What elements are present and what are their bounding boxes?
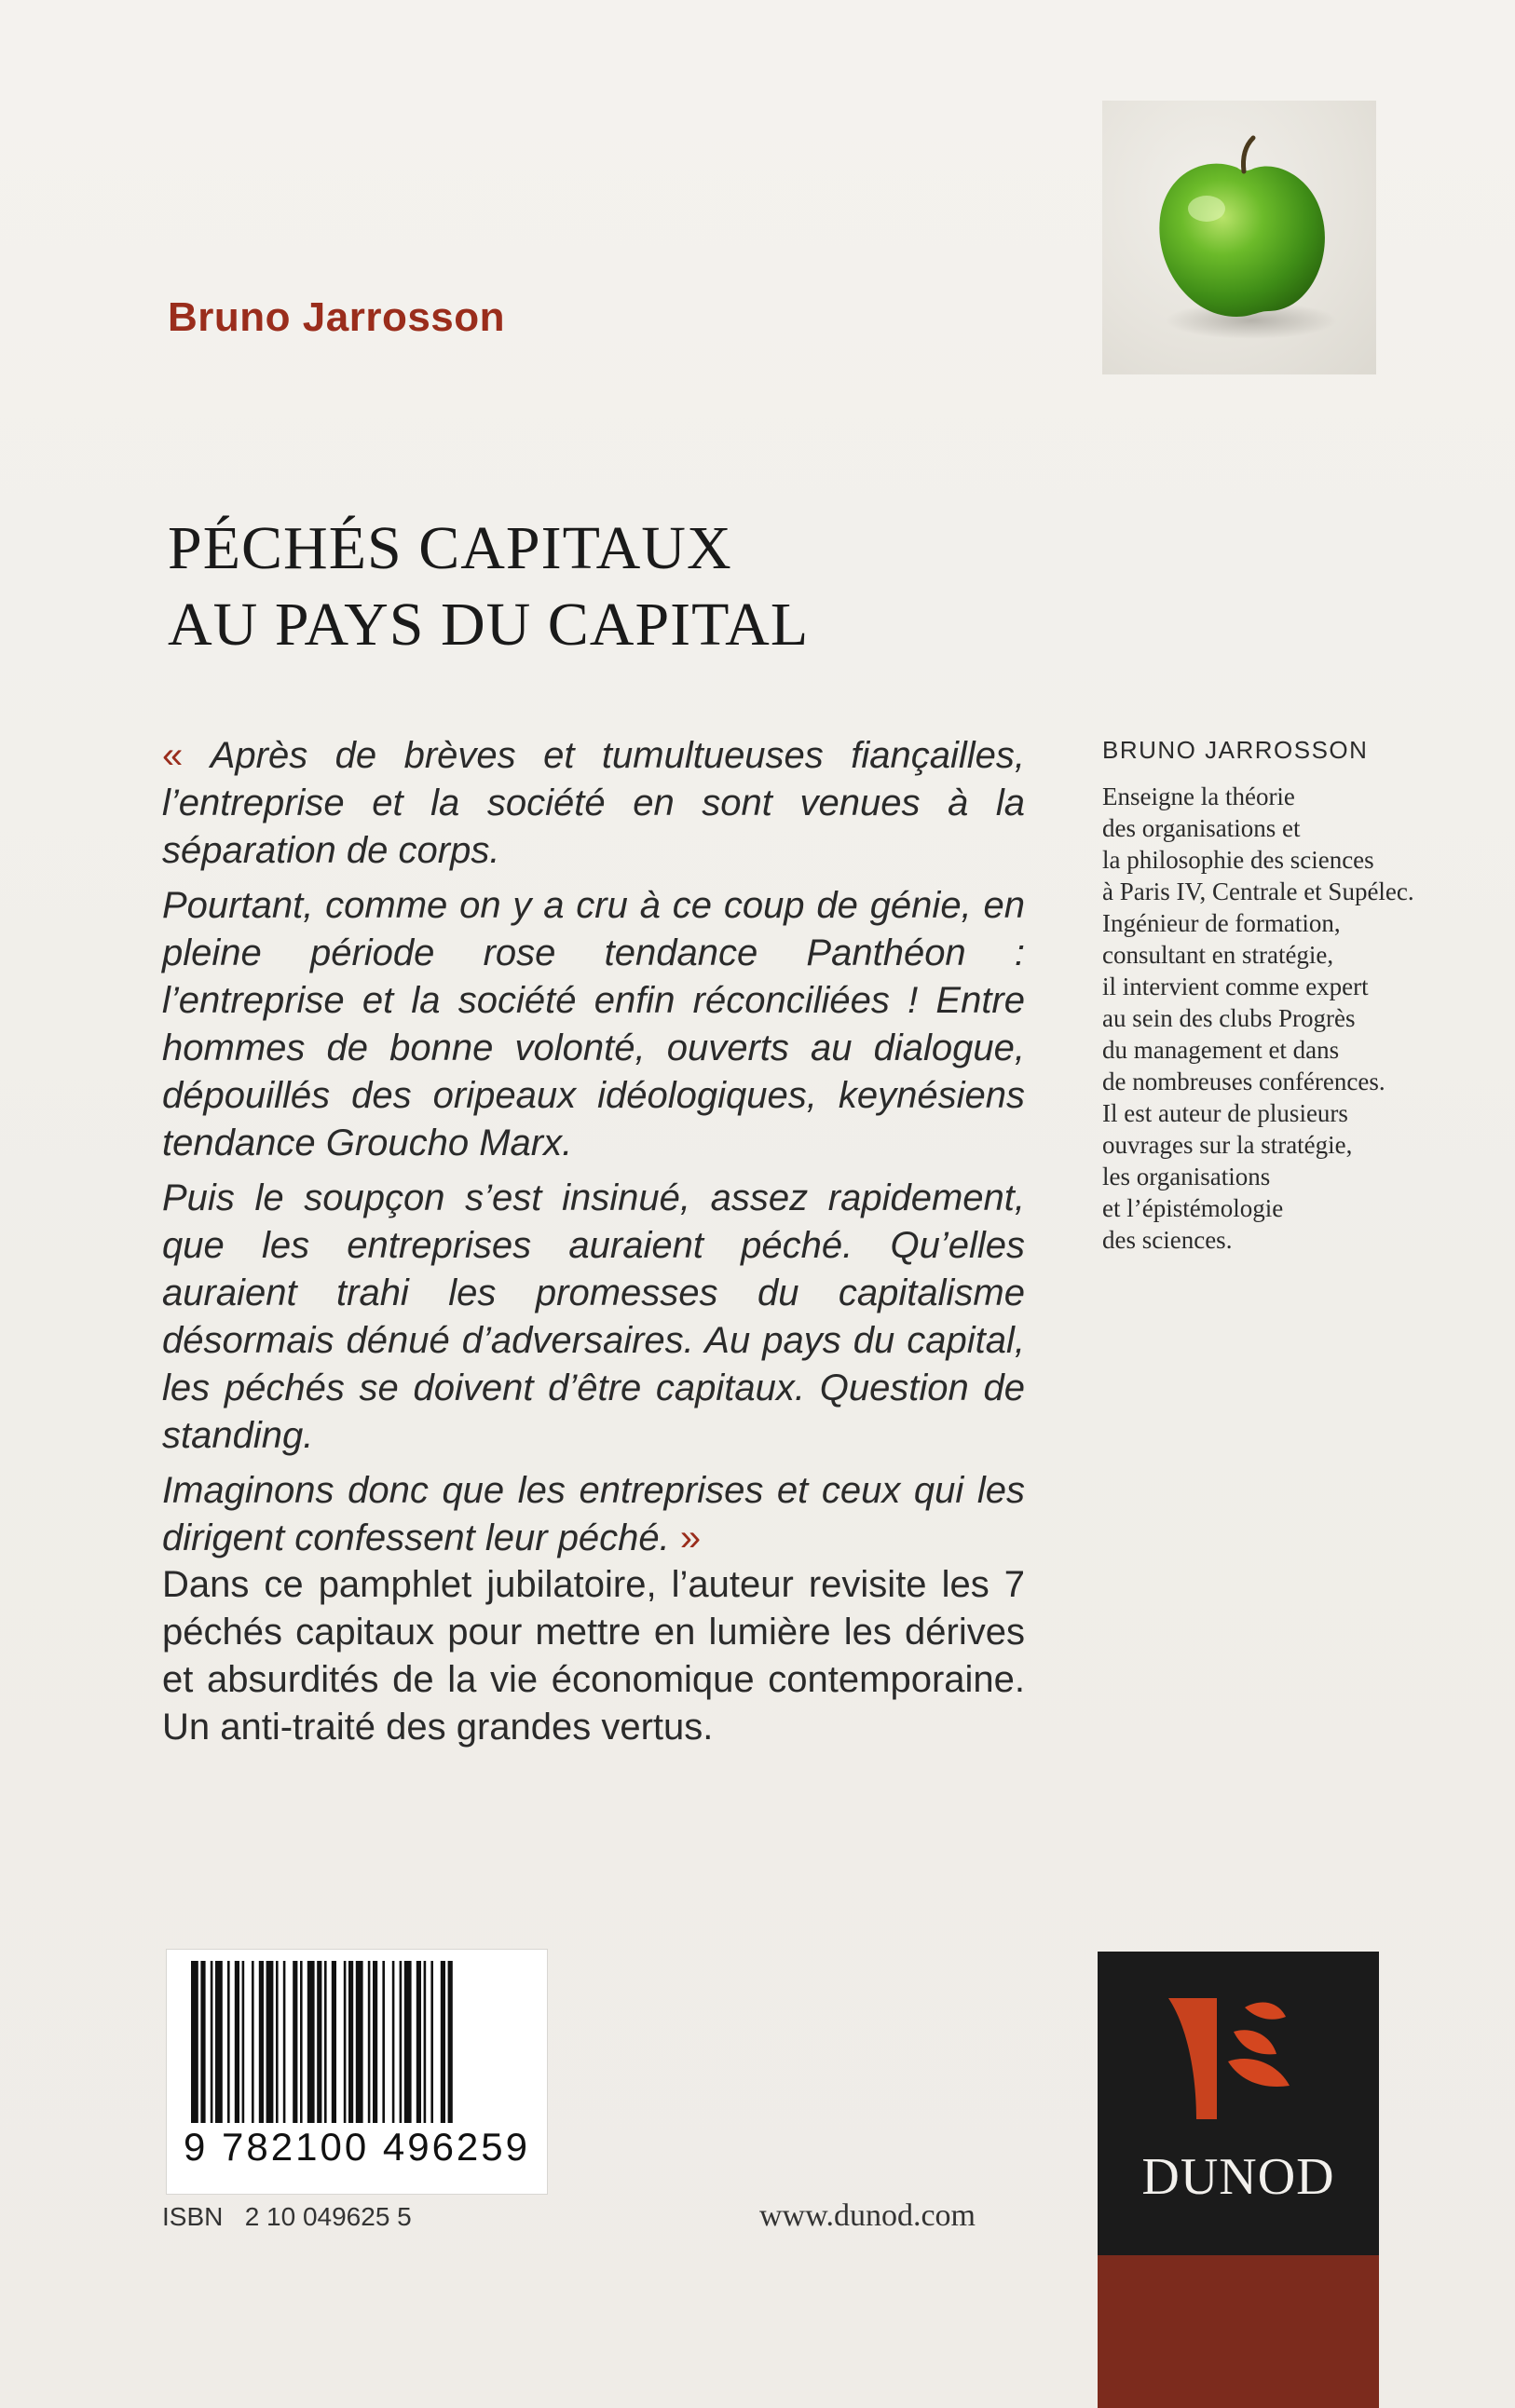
barcode-bar xyxy=(300,1961,303,2123)
bio-line: ouvrages sur la stratégie, xyxy=(1102,1131,1353,1159)
barcode-bar xyxy=(344,1961,347,2123)
barcode-bar xyxy=(235,1961,239,2123)
barcode-bar xyxy=(368,1961,371,2123)
barcode-bar xyxy=(200,1961,205,2123)
bio-line: Enseigne la théorie xyxy=(1102,782,1295,810)
quote-paragraph: Pourtant, comme on y a cru à ce coup de génie, en pleine période rose tendance Panthéon : l’entreprise et la société enfin réconciliées ! Entre hommes de bonne volonté, ouverts au dialogue, dépouillés des oripeaux idéologiques, keynésiens tendance Groucho Marx. xyxy=(162,885,1025,1163)
barcode-bar xyxy=(242,1961,245,2123)
book-title xyxy=(168,510,1006,663)
barcode-bar xyxy=(317,1961,321,2123)
barcode-bar xyxy=(266,1961,274,2123)
publisher-name: DUNOD xyxy=(1141,2148,1335,2206)
barcode-bar xyxy=(373,1961,377,2123)
barcode-bars xyxy=(191,1961,523,2123)
barcode-bar xyxy=(211,1961,213,2123)
barcode-bar xyxy=(404,1961,412,2123)
opening-quote-mark: « xyxy=(162,735,211,776)
bio-line: Il est auteur de plusieurs xyxy=(1102,1099,1348,1127)
barcode-bar xyxy=(441,1961,445,2123)
green-apple-photo xyxy=(1102,101,1376,374)
author-name: Bruno Jarrosson xyxy=(168,294,506,340)
barcode-bar xyxy=(276,1961,279,2123)
quote-paragraph: Puis le soupçon s’est insinué, assez rapidement, que les entreprises auraient péché. Qu’elles auraient trahi les promesses du capitalisme désormais dénué d’adversaires. Au pays du capital, les péchés se doivent d’être capitaux. Question de standing. xyxy=(162,1177,1025,1456)
barcode-bar xyxy=(259,1961,264,2123)
barcode-bar xyxy=(382,1961,385,2123)
barcode-bar xyxy=(324,1961,327,2123)
publisher-logo-block xyxy=(1098,1952,1379,2408)
bio-author-name: BRUNO JARROSSON xyxy=(1102,736,1369,764)
bio-line: à Paris IV, Centrale et Supélec. xyxy=(1102,877,1414,905)
barcode-bar xyxy=(356,1961,363,2123)
bio-line: il intervient comme expert xyxy=(1102,973,1369,1000)
barcode-bar xyxy=(392,1961,395,2123)
barcode-bar xyxy=(424,1961,427,2123)
barcode-bar xyxy=(293,1961,297,2123)
publisher-website: www.dunod.com xyxy=(759,2198,976,2233)
bio-line: des sciences. xyxy=(1102,1226,1233,1254)
barcode-bar xyxy=(215,1961,223,2123)
blurb-quote xyxy=(162,732,1025,1570)
bio-line: consultant en stratégie, xyxy=(1102,941,1334,969)
dunod-logo-icon xyxy=(1159,1989,1317,2129)
barcode-bar xyxy=(252,1961,254,2123)
barcode xyxy=(166,1949,548,2195)
bio-line: des organisations et xyxy=(1102,814,1301,842)
barcode-bar xyxy=(448,1961,453,2123)
author-bio xyxy=(1102,781,1494,1256)
bio-line: au sein des clubs Progrès xyxy=(1102,1004,1356,1032)
book-summary: Dans ce pamphlet jubilatoire, l’auteur revisite les 7 péchés capitaux pour mettre en lumière les dérives et absurdités de la vie économique contemporaine. Un anti-traité des grandes vertus. xyxy=(162,1564,1025,1748)
barcode-bar xyxy=(416,1961,421,2123)
bio-line: la philosophie des sciences xyxy=(1102,846,1374,874)
quote-paragraph: « Après de brèves et tumultueuses fiançailles, l’entreprise et la société en sont venues à la séparation de corps. xyxy=(162,735,1026,871)
quote-paragraph: Imaginons donc que les entreprises et ceux qui les dirigent confessent leur péché. » xyxy=(162,1470,1025,1558)
barcode-bar xyxy=(227,1961,230,2123)
barcode-bar xyxy=(430,1961,433,2123)
barcode-digits: 9 782100 496259 xyxy=(184,2125,530,2169)
title-line-1: PÉCHÉS CAPITAUX xyxy=(168,514,732,582)
title-line-2: AU PAYS DU CAPITAL xyxy=(168,591,810,659)
bio-line: du management et dans xyxy=(1102,1036,1340,1064)
bio-line: et l’épistémologie xyxy=(1102,1194,1284,1222)
bio-line: les organisations xyxy=(1102,1163,1271,1190)
barcode-bar xyxy=(191,1961,198,2123)
publisher-color-band xyxy=(1098,2255,1379,2408)
isbn-number: ISBN 2 10 049625 5 xyxy=(162,2202,412,2231)
apple-icon xyxy=(1102,101,1376,374)
barcode-bar xyxy=(307,1961,315,2123)
bio-line: de nombreuses conférences. xyxy=(1102,1068,1385,1095)
barcode-bar xyxy=(332,1961,336,2123)
barcode-bar xyxy=(400,1961,403,2123)
closing-quote-mark: » xyxy=(669,1517,702,1558)
barcode-bar xyxy=(283,1961,286,2123)
bio-line: Ingénieur de formation, xyxy=(1102,909,1341,937)
barcode-bar xyxy=(348,1961,353,2123)
